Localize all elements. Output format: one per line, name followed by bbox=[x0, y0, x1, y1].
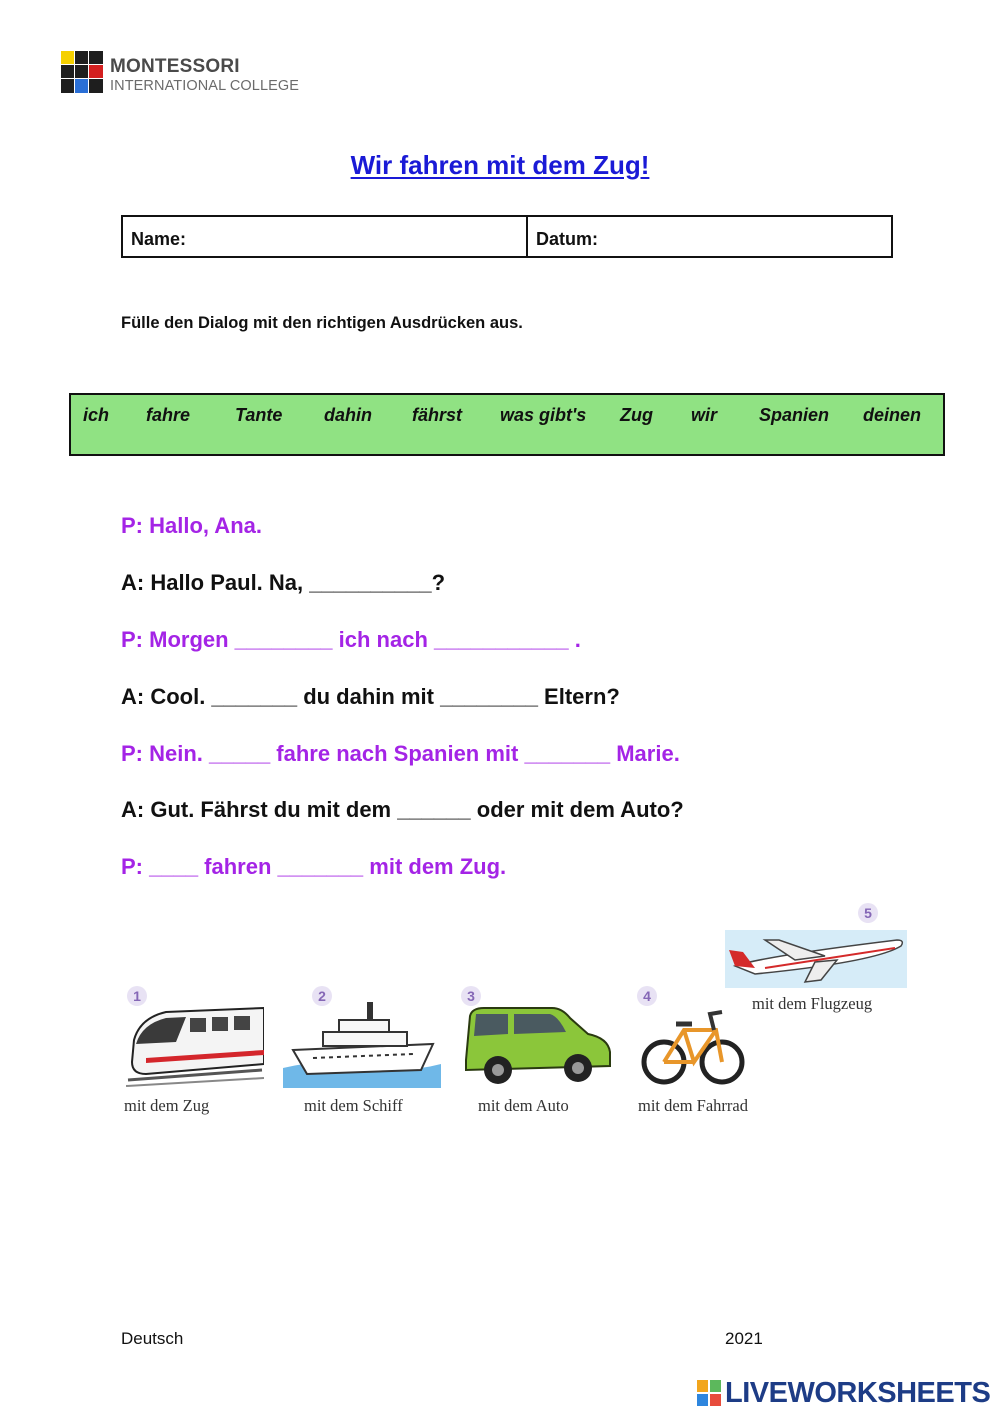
ship-icon bbox=[283, 998, 441, 1088]
footer-year: 2021 bbox=[725, 1329, 763, 1348]
liveworksheets-text: LIVEWORKSHEETS bbox=[725, 1377, 991, 1409]
logo-mark-icon bbox=[61, 51, 103, 93]
transport-number: 5 bbox=[858, 903, 878, 923]
transport-number: 3 bbox=[461, 986, 481, 1006]
dialog-line-paul: P: Nein. _____ fahre nach Spanien mit _______ Marie. bbox=[121, 741, 680, 766]
word-bank-item: fährst bbox=[412, 405, 463, 425]
word-bank-item: Zug bbox=[620, 405, 653, 425]
transport-caption: mit dem Zug bbox=[124, 1096, 210, 1115]
instruction-text: Fülle den Dialog mit den richtigen Ausdrücken aus. bbox=[121, 314, 523, 332]
dialog-line-paul: P: Morgen ________ ich nach ___________ . bbox=[121, 627, 581, 652]
word-bank-item: Tante bbox=[235, 405, 283, 425]
dialog-line-ana: A: Gut. Fährst du mit dem ______ oder mit dem Auto? bbox=[121, 797, 684, 822]
word-bank-item: fahre bbox=[146, 405, 191, 425]
date-label: Datum: bbox=[536, 229, 598, 249]
worksheet-title bbox=[0, 150, 1000, 181]
transport-caption: mit dem Schiff bbox=[304, 1096, 403, 1115]
logo-line-2: INTERNATIONAL COLLEGE bbox=[110, 78, 300, 94]
dialog-line-paul: P: ____ fahren _______ mit dem Zug. bbox=[121, 854, 507, 879]
transport-number: 4 bbox=[637, 986, 657, 1006]
train-icon bbox=[126, 1000, 264, 1090]
date-field[interactable] bbox=[528, 217, 891, 256]
dialog-line-ana: A: Hallo Paul. Na, __________? bbox=[121, 570, 446, 595]
bicycle-icon bbox=[640, 1004, 748, 1090]
dialog-line-paul: P: Hallo, Ana. bbox=[121, 513, 262, 538]
airplane-icon bbox=[725, 926, 907, 988]
word-bank-item: deinen bbox=[863, 405, 922, 425]
word-bank-item: was gibt's bbox=[500, 405, 587, 425]
school-logo bbox=[61, 51, 321, 95]
liveworksheets-watermark[interactable] bbox=[697, 1377, 997, 1411]
transport-number: 2 bbox=[312, 986, 332, 1006]
word-bank-item: ich bbox=[83, 405, 110, 425]
name-label: Name: bbox=[131, 229, 187, 249]
liveworksheets-logo-icon bbox=[697, 1380, 721, 1406]
logo-line-1: MONTESSORI bbox=[110, 56, 240, 77]
transport-caption: mit dem Fahrrad bbox=[638, 1096, 748, 1115]
name-date-table bbox=[121, 215, 893, 258]
word-bank-item: dahin bbox=[324, 405, 372, 425]
name-field[interactable] bbox=[123, 217, 528, 256]
footer-subject: Deutsch bbox=[121, 1329, 184, 1348]
transport-caption: mit dem Auto bbox=[478, 1096, 569, 1115]
transport-caption: mit dem Flugzeug bbox=[752, 994, 873, 1013]
car-icon bbox=[462, 1004, 612, 1090]
dialog-line-ana: A: Cool. _______ du dahin mit ________ Eltern? bbox=[121, 684, 620, 709]
word-bank-item: Spanien bbox=[759, 405, 830, 425]
worksheet-title-text: Wir fahren mit dem Zug! bbox=[350, 150, 650, 180]
word-bank bbox=[69, 393, 945, 456]
word-bank-item: wir bbox=[691, 405, 718, 425]
transport-number: 1 bbox=[127, 986, 147, 1006]
